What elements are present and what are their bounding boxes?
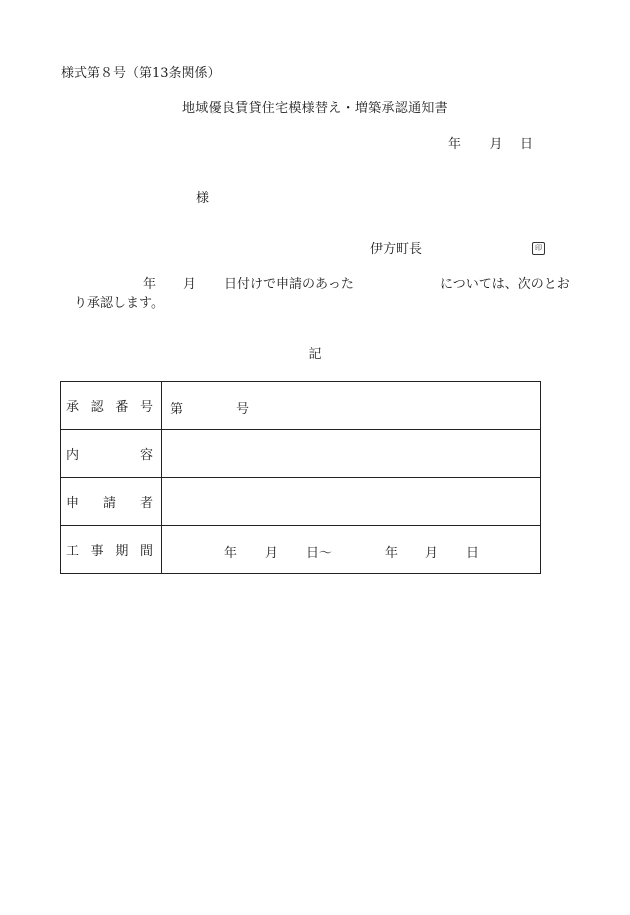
label-char: 工 — [66, 544, 80, 559]
label-char: 申 — [66, 496, 80, 511]
table-row-contents — [61, 430, 541, 478]
label-construction-period — [61, 526, 162, 574]
issue-date — [448, 137, 533, 153]
start-day: 日〜 — [306, 545, 333, 561]
label-char: 期 — [115, 544, 129, 559]
issuer-name: 伊方町長 — [370, 242, 423, 257]
number-suffix: 号 — [236, 401, 250, 417]
label-char: 承 — [66, 400, 80, 415]
date-month: 月 — [489, 137, 503, 152]
label-applicant — [61, 478, 162, 526]
approval-table — [60, 381, 541, 574]
body-rest: については、次のとお — [440, 277, 570, 292]
date-day: 日 — [520, 137, 534, 152]
body-day-text: 日付けで申請のあった — [224, 277, 354, 292]
label-approval-number — [61, 382, 162, 430]
document-title: 地域優良賃貸住宅模様替え・増築承認通知書 — [181, 101, 448, 116]
label-char: 間 — [139, 544, 153, 559]
addressee-suffix: 様 — [196, 191, 210, 206]
value-approval-number[interactable] — [162, 382, 541, 430]
seal-mark: 印 — [532, 242, 545, 255]
value-applicant[interactable] — [162, 478, 541, 526]
start-year: 年 — [224, 545, 238, 561]
value-construction-period[interactable] — [162, 526, 541, 574]
form-number: 様式第８号（第13条関係） — [61, 66, 221, 81]
label-char: 者 — [139, 496, 153, 511]
label-contents — [61, 430, 162, 478]
label-char: 事 — [90, 544, 104, 559]
start-month: 月 — [265, 545, 279, 561]
table-row-construction-period — [61, 526, 541, 574]
body-text-line2: り承認します。 — [74, 296, 164, 311]
end-month: 月 — [425, 545, 439, 561]
table-row-applicant — [61, 478, 541, 526]
label-char: 内 — [66, 448, 80, 463]
end-year: 年 — [385, 545, 399, 561]
body-year: 年 — [143, 277, 157, 292]
label-char: 請 — [102, 496, 116, 511]
label-char: 号 — [139, 400, 153, 415]
label-char: 容 — [139, 448, 153, 463]
number-prefix: 第 — [170, 401, 184, 417]
value-contents[interactable] — [162, 430, 541, 478]
end-day: 日 — [466, 545, 480, 561]
date-year: 年 — [448, 137, 462, 152]
body-month: 月 — [183, 277, 197, 292]
label-char: 認 — [90, 400, 104, 415]
table-row-approval-number — [61, 382, 541, 430]
record-heading: 記 — [308, 347, 322, 362]
label-char: 番 — [115, 400, 129, 415]
body-text-line1 — [0, 277, 630, 293]
